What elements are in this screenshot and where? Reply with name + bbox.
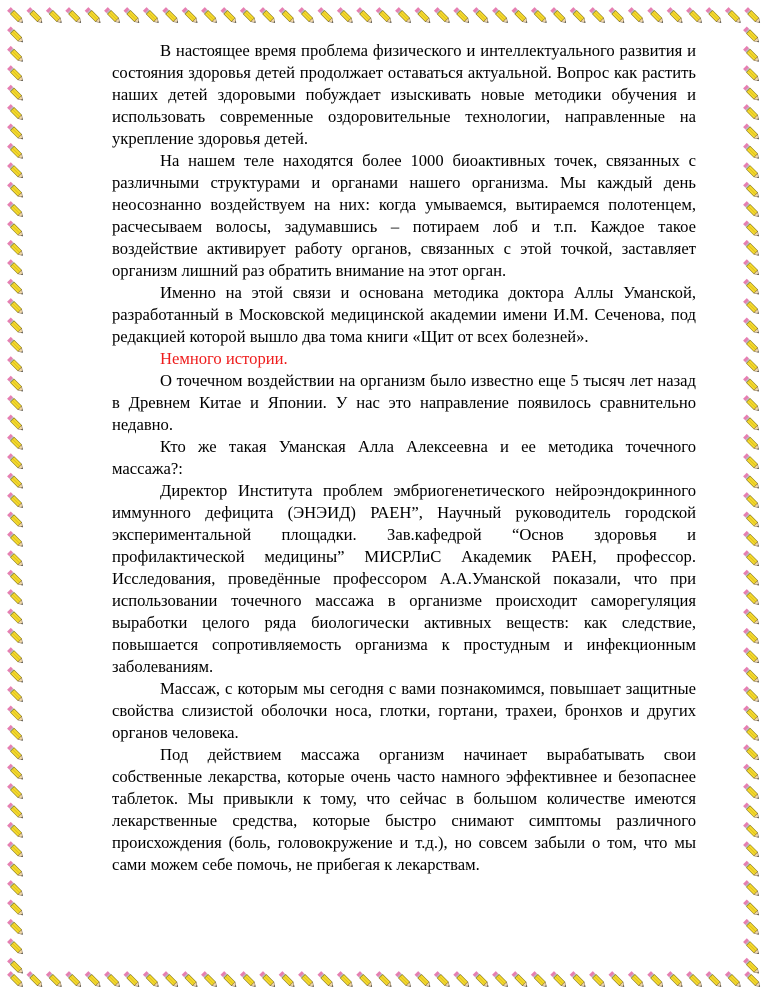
pencil-icon (453, 971, 471, 989)
pencil-icon (744, 971, 762, 989)
pencil-icon (7, 65, 25, 83)
pencil-icon (743, 337, 761, 355)
pencil-icon (7, 919, 25, 937)
pencil-icon (511, 971, 529, 989)
pencil-icon (743, 220, 761, 238)
pencil-icon (647, 7, 665, 25)
paragraph-bioactive-points: На нашем теле находятся более 1000 биоактивных точек, связанных с различными структурами и органами нашего организма. Мы каждый день неосознанно воздействуем на них: когда умываемся, вытираемся полотенцем, расчесываем волосы, задумавшись – потираем лоб и т.п. Каждое такое воздействие активирует работу органов, связанных с этой точкой, заставляет организм лишний раз обратить внимание на этот орган. (112, 151, 696, 280)
pencil-icon (46, 7, 64, 25)
pencil-icon (7, 725, 25, 743)
pencil-icon (743, 570, 761, 588)
pencil-icon (492, 971, 510, 989)
paragraph-own-medicine: Под действием массажа организм начинает вырабатывать свои собственные лекарства, которые очень часто намного эффективнее и безопаснее таблеток. Мы привыкли к тому, что сейчас в большом количестве имеются лекарственные средства, которые быстро снимают симптомы различного происхождения (боль, головокружение и т.д.), но совсем забыли о том, что мы сами можем себе помочь, не прибегая к лекарствам. (112, 745, 696, 874)
pencil-icon (201, 971, 219, 989)
pencil-icon (667, 971, 685, 989)
pencil-icon (743, 453, 761, 471)
pencil-icon (743, 647, 761, 665)
pencil-icon (608, 7, 626, 25)
pencil-icon (26, 7, 44, 25)
pencil-icon (686, 971, 704, 989)
pencil-icon (7, 492, 25, 510)
pencil-icon (743, 899, 761, 917)
pencil-icon (7, 511, 25, 529)
pencil-icon (7, 550, 25, 568)
pencil-icon (182, 7, 200, 25)
paragraph-history: О точечном воздействии на организм было известно еще 5 тысяч лет назад в Древнем Китае и Японии. У нас это направление появилось сравнительно недавно. (112, 371, 696, 434)
pencil-icon (7, 337, 25, 355)
pencil-icon (743, 46, 761, 64)
pencil-icon (743, 705, 761, 723)
pencil-icon (7, 240, 25, 258)
pencil-icon (7, 686, 25, 704)
pencil-icon (7, 395, 25, 413)
pencil-icon (743, 589, 761, 607)
pencil-icon (7, 279, 25, 297)
pencil-icon (123, 7, 141, 25)
pencil-icon (7, 589, 25, 607)
pencil-icon (705, 7, 723, 25)
pencil-icon (743, 298, 761, 316)
pencil-icon (743, 861, 761, 879)
pencil-icon (492, 7, 510, 25)
pencil-icon (337, 7, 355, 25)
pencil-icon (453, 7, 471, 25)
pencil-icon (7, 104, 25, 122)
section-heading-history: Немного истории. (160, 349, 288, 368)
pencil-icon (7, 880, 25, 898)
pencil-icon (7, 938, 25, 956)
pencil-icon (7, 783, 25, 801)
pencil-icon (743, 201, 761, 219)
pencil-icon (46, 971, 64, 989)
pencil-icon (7, 298, 25, 316)
pencil-icon (589, 971, 607, 989)
pencil-icon (7, 201, 25, 219)
pencil-icon (743, 608, 761, 626)
pencil-icon (531, 971, 549, 989)
pencil-icon (240, 971, 258, 989)
pencil-icon (240, 7, 258, 25)
pencil-icon (65, 971, 83, 989)
pencil-icon (7, 434, 25, 452)
pencil-icon (7, 220, 25, 238)
pencil-icon (743, 725, 761, 743)
pencil-icon (743, 550, 761, 568)
pencil-icon (7, 899, 25, 917)
pencil-icon (85, 971, 103, 989)
pencil-icon (7, 822, 25, 840)
pencil-icon (743, 744, 761, 762)
pencil-icon (356, 971, 374, 989)
pencil-icon (743, 473, 761, 491)
pencil-icon (279, 7, 297, 25)
pencil-icon (473, 971, 491, 989)
pencil-icon (686, 7, 704, 25)
paragraph-question: Кто же такая Уманская Алла Алексеевна и ее методика точечного массажа?: (112, 437, 696, 478)
pencil-icon (743, 279, 761, 297)
pencil-icon (743, 317, 761, 335)
pencil-icon (7, 667, 25, 685)
pencil-icon (550, 7, 568, 25)
pencil-icon (743, 376, 761, 394)
pencil-icon (298, 7, 316, 25)
pencil-icon (7, 317, 25, 335)
pencil-icon (743, 85, 761, 103)
pencil-icon (743, 667, 761, 685)
pencil-icon (7, 259, 25, 277)
pencil-icon (743, 531, 761, 549)
pencil-icon (743, 880, 761, 898)
pencil-icon (7, 46, 25, 64)
pencil-icon (743, 434, 761, 452)
pencil-icon (7, 162, 25, 180)
pencil-icon (7, 414, 25, 432)
pencil-icon (434, 971, 452, 989)
pencil-icon (162, 7, 180, 25)
pencil-icon (743, 182, 761, 200)
pencil-icon (743, 822, 761, 840)
pencil-icon (7, 143, 25, 161)
pencil-icon (143, 971, 161, 989)
pencil-icon (7, 570, 25, 588)
pencil-icon (7, 705, 25, 723)
pencil-icon (376, 971, 394, 989)
pencil-icon (743, 162, 761, 180)
pencil-icon (608, 971, 626, 989)
pencil-icon (414, 7, 432, 25)
pencil-icon (570, 7, 588, 25)
pencil-icon (743, 802, 761, 820)
pencil-icon (317, 7, 335, 25)
pencil-icon (7, 85, 25, 103)
pencil-icon (7, 647, 25, 665)
pencil-icon (201, 7, 219, 25)
pencil-icon (743, 686, 761, 704)
pencil-icon (7, 26, 25, 44)
pencil-icon (589, 7, 607, 25)
pencil-icon (7, 356, 25, 374)
pencil-icon (104, 7, 122, 25)
pencil-icon (743, 938, 761, 956)
pencil-icon (743, 841, 761, 859)
pencil-icon (7, 628, 25, 646)
pencil-icon (7, 744, 25, 762)
pencil-icon (298, 971, 316, 989)
paragraph-massage-benefits: Массаж, с которым мы сегодня с вами познакомимся, повышает защитные свойства слизистой оболочки носа, глотки, гортани, трахеи, бронхов и других органов человека. (112, 679, 696, 742)
pencil-icon (414, 971, 432, 989)
pencil-icon (725, 971, 743, 989)
article-body (112, 40, 696, 876)
pencil-icon (7, 841, 25, 859)
pencil-icon (279, 971, 297, 989)
pencil-icon (647, 971, 665, 989)
paragraph-biography: Директор Института проблем эмбриогенетического нейроэндокринного иммунного дефицита (ЭНЭИД) РАЕН”, Научный руководитель городской экспериментальной площадки. Зав.кафедрой “Основ здоровья и профилактической медицины” МИСРЛиС Академик РАЕН, профессор. Исследования, проведённые профессором А.А.Уманской показали, что при использовании точечного массажа в организме происходит саморегуляция выработки целого ряда биологически активных веществ: как следствие, повышается сопротивляемость организма к простудным и инфекционным заболеваниям. (112, 481, 696, 676)
pencil-icon (7, 861, 25, 879)
pencil-icon (317, 971, 335, 989)
pencil-icon (259, 971, 277, 989)
pencil-icon (667, 7, 685, 25)
pencil-icon (7, 608, 25, 626)
pencil-icon (550, 971, 568, 989)
pencil-icon (743, 764, 761, 782)
pencil-icon (7, 473, 25, 491)
pencil-icon (65, 7, 83, 25)
pencil-icon (162, 971, 180, 989)
pencil-icon (511, 7, 529, 25)
pencil-icon (743, 123, 761, 141)
pencil-icon (743, 104, 761, 122)
pencil-icon (628, 971, 646, 989)
pencil-icon (743, 26, 761, 44)
pencil-icon (628, 7, 646, 25)
pencil-icon (743, 783, 761, 801)
pencil-icon (743, 356, 761, 374)
pencil-icon (220, 7, 238, 25)
pencil-icon (182, 971, 200, 989)
pencil-icon (743, 259, 761, 277)
pencil-icon (85, 7, 103, 25)
pencil-icon (570, 971, 588, 989)
pencil-icon (376, 7, 394, 25)
pencil-icon (7, 376, 25, 394)
pencil-icon (7, 971, 25, 989)
pencil-icon (395, 7, 413, 25)
pencil-icon (395, 971, 413, 989)
pencil-icon (705, 971, 723, 989)
pencil-icon (7, 531, 25, 549)
pencil-icon (743, 958, 761, 976)
pencil-icon (743, 143, 761, 161)
pencil-icon (743, 414, 761, 432)
pencil-icon (356, 7, 374, 25)
pencil-icon (104, 971, 122, 989)
pencil-icon (7, 182, 25, 200)
pencil-icon (743, 919, 761, 937)
pencil-icon (26, 971, 44, 989)
pencil-icon (743, 492, 761, 510)
paragraph-umanskaya-method: Именно на этой связи и основана методика доктора Аллы Уманской, разработанный в Московской медицинской академии имени И.М. Сеченова, под редакцией которой вышло два тома книги «Щит от всех болезней». (112, 283, 696, 346)
paragraph-intro: В настоящее время проблема физического и интеллектуального развития и состояния здоровья детей продолжает оставаться актуальной. Вопрос как растить наших детей здоровыми побуждает изыскивать новые методики обучения и использовать современные оздоровительные технологии, направленные на укрепление здоровья детей. (112, 41, 696, 148)
pencil-icon (259, 7, 277, 25)
pencil-icon (725, 7, 743, 25)
pencil-icon (337, 971, 355, 989)
pencil-icon (220, 971, 238, 989)
pencil-icon (434, 7, 452, 25)
pencil-icon (743, 240, 761, 258)
pencil-icon (7, 802, 25, 820)
pencil-icon (7, 764, 25, 782)
pencil-icon (7, 123, 25, 141)
pencil-icon (473, 7, 491, 25)
pencil-icon (531, 7, 549, 25)
pencil-icon (743, 65, 761, 83)
pencil-icon (744, 7, 762, 25)
pencil-icon (7, 453, 25, 471)
pencil-icon (743, 395, 761, 413)
pencil-icon (123, 971, 141, 989)
pencil-icon (7, 7, 25, 25)
pencil-icon (743, 511, 761, 529)
pencil-icon (143, 7, 161, 25)
pencil-icon (743, 628, 761, 646)
